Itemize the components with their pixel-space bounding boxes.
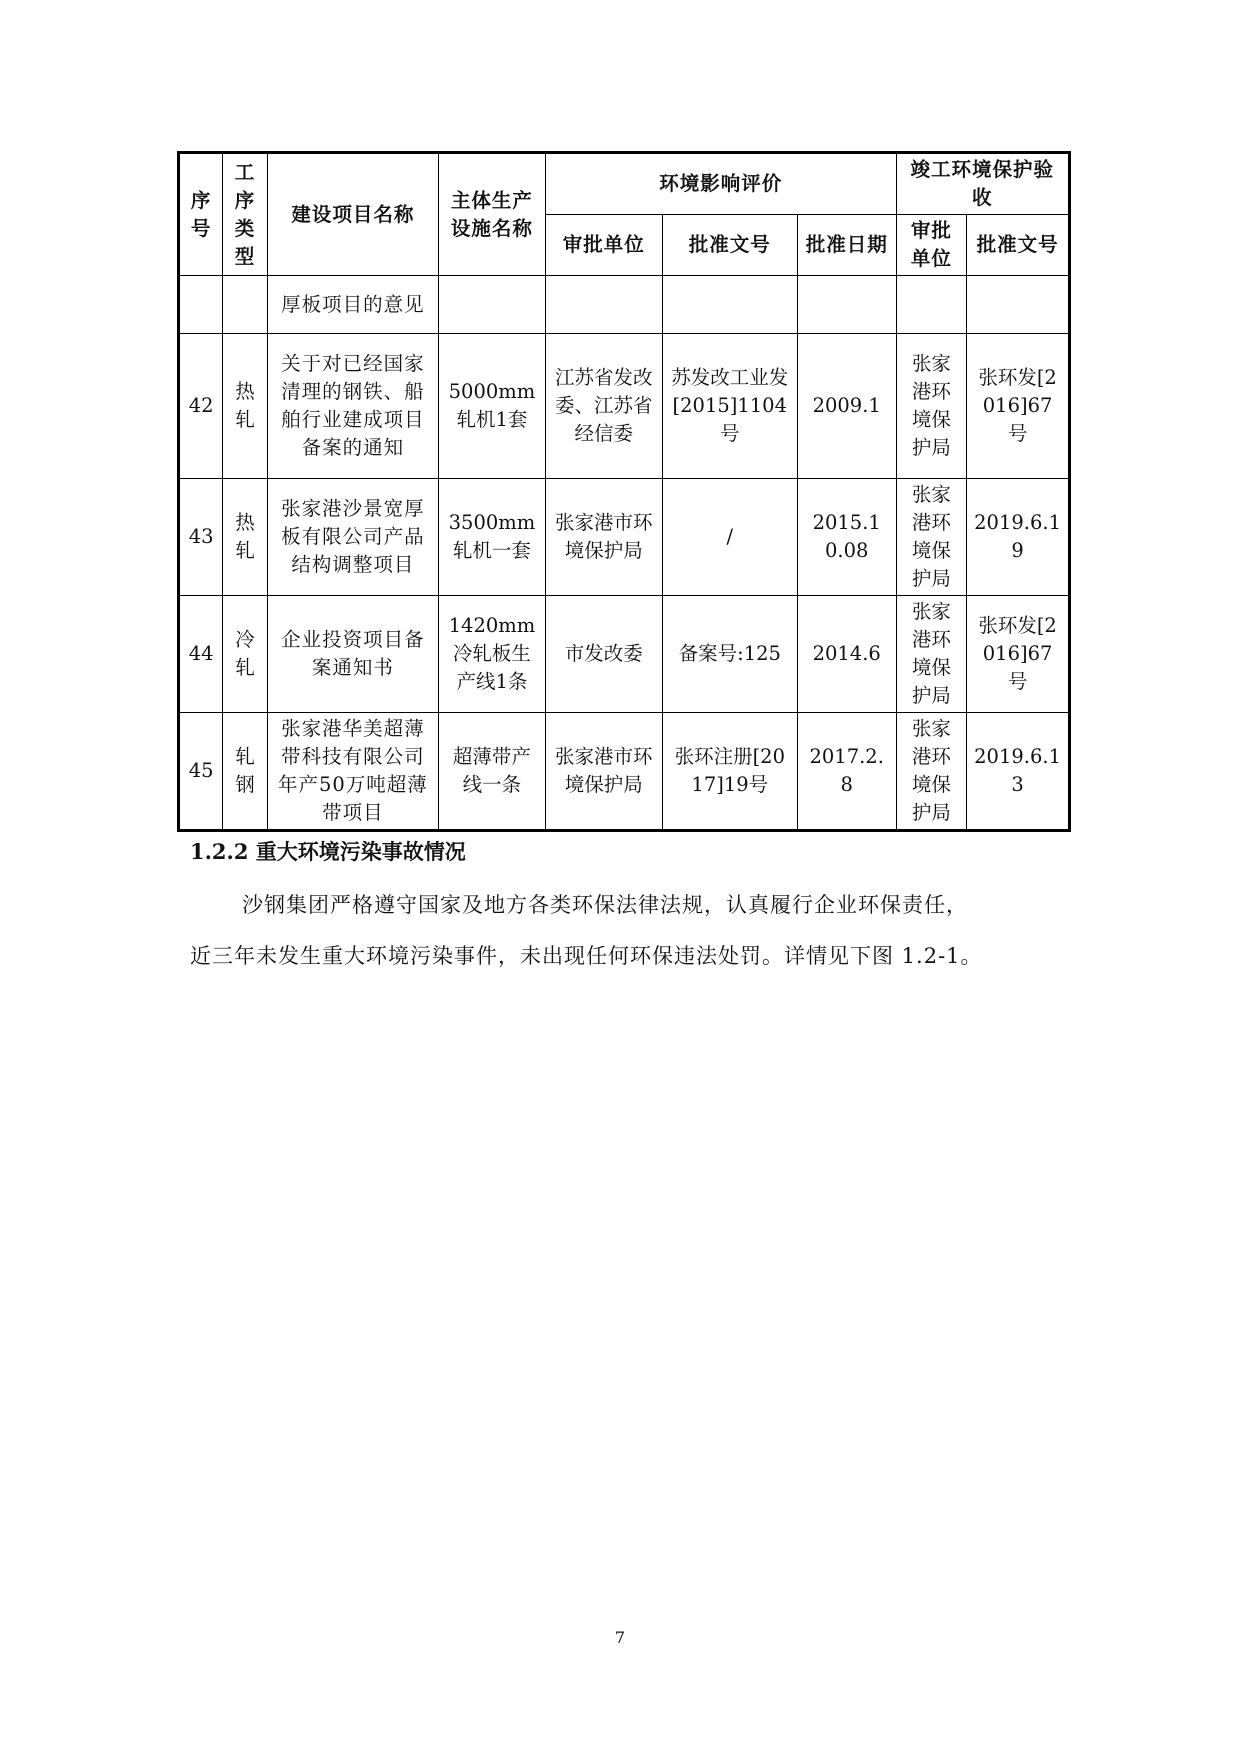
cell-eia-unit: 市发改委 xyxy=(545,596,662,713)
cell-eia-date: 2009.1 xyxy=(797,334,896,479)
table-row xyxy=(179,334,1070,479)
cell-type: 热轧 xyxy=(223,334,267,479)
cell-facility: 3500mm轧机一套 xyxy=(439,479,546,596)
header-seq: 序号 xyxy=(179,153,223,276)
cell-eia-unit xyxy=(545,276,662,334)
cell-name: 张家港沙景宽厚板有限公司产品结构调整项目 xyxy=(267,479,438,596)
cell-acc-doc: 张环发[2016]67号 xyxy=(967,596,1070,713)
cell-eia-date: 2015.10.08 xyxy=(797,479,896,596)
table-row xyxy=(179,596,1070,713)
table-row xyxy=(179,276,1070,334)
cell-eia-doc: 备案号:125 xyxy=(662,596,797,713)
paragraph-line-2: 近三年未发生重大环境污染事件，未出现任何环保违法处罚。详情见下图 1.2-1。 xyxy=(190,944,983,968)
cell-type xyxy=(223,276,267,334)
cell-acc-unit: 张家港环境保护局 xyxy=(896,713,967,831)
cell-eia-date xyxy=(797,276,896,334)
cell-seq: 45 xyxy=(179,713,223,831)
header-eia-doc: 批准文号 xyxy=(662,215,797,276)
section-title: 1.2.2 重大环境污染事故情况 xyxy=(190,839,466,864)
cell-acc-doc: 张环发[2016]67号 xyxy=(967,334,1070,479)
cell-eia-doc xyxy=(662,276,797,334)
cell-facility: 超薄带产线一条 xyxy=(439,713,546,831)
cell-eia-date: 2017.2.8 xyxy=(797,713,896,831)
cell-acc-doc: 2019.6.19 xyxy=(967,479,1070,596)
table-row xyxy=(179,713,1070,831)
project-table xyxy=(177,151,1071,832)
cell-facility: 5000mm轧机1套 xyxy=(439,334,546,479)
cell-seq xyxy=(179,276,223,334)
cell-eia-doc: 张环注册[2017]19号 xyxy=(662,713,797,831)
cell-acc-unit: 张家港环境保护局 xyxy=(896,596,967,713)
cell-eia-doc: 苏发改工业发[2015]1104号 xyxy=(662,334,797,479)
cell-acc-unit xyxy=(896,276,967,334)
cell-acc-doc xyxy=(967,276,1070,334)
header-type: 工序类型 xyxy=(223,153,267,276)
cell-eia-doc: / xyxy=(662,479,797,596)
cell-acc-unit: 张家港环境保护局 xyxy=(896,334,967,479)
cell-type: 热轧 xyxy=(223,479,267,596)
header-facility: 主体生产设施名称 xyxy=(439,153,546,276)
cell-seq: 44 xyxy=(179,596,223,713)
table-row xyxy=(179,479,1070,596)
cell-name: 企业投资项目备案通知书 xyxy=(267,596,438,713)
cell-eia-unit: 江苏省发改委、江苏省经信委 xyxy=(545,334,662,479)
cell-type: 冷轧 xyxy=(223,596,267,713)
header-acc-doc: 批准文号 xyxy=(967,215,1070,276)
cell-seq: 42 xyxy=(179,334,223,479)
cell-name: 关于对已经国家清理的钢铁、船舶行业建成项目备案的通知 xyxy=(267,334,438,479)
page-number: 7 xyxy=(614,1628,626,1647)
cell-name: 张家港华美超薄带科技有限公司年产50万吨超薄带项目 xyxy=(267,713,438,831)
cell-seq: 43 xyxy=(179,479,223,596)
cell-facility: 1420mm冷轧板生产线1条 xyxy=(439,596,546,713)
cell-eia-unit: 张家港市环境保护局 xyxy=(545,479,662,596)
header-eia-date: 批准日期 xyxy=(797,215,896,276)
cell-eia-unit: 张家港市环境保护局 xyxy=(545,713,662,831)
header-acc-unit: 审批单位 xyxy=(896,215,967,276)
cell-type: 轧钢 xyxy=(223,713,267,831)
cell-facility xyxy=(439,276,546,334)
cell-acc-doc: 2019.6.13 xyxy=(967,713,1070,831)
cell-name: 厚板项目的意见 xyxy=(267,276,438,334)
cell-acc-unit: 张家港环境保护局 xyxy=(896,479,967,596)
header-acceptance: 竣工环境保护验收 xyxy=(896,153,1069,215)
header-eia: 环境影响评价 xyxy=(545,153,896,215)
paragraph-line-1: 沙钢集团严格遵守国家及地方各类环保法律法规，认真履行企业环保责任， xyxy=(242,893,968,917)
header-name: 建设项目名称 xyxy=(267,153,438,276)
cell-eia-date: 2014.6 xyxy=(797,596,896,713)
header-eia-unit: 审批单位 xyxy=(545,215,662,276)
